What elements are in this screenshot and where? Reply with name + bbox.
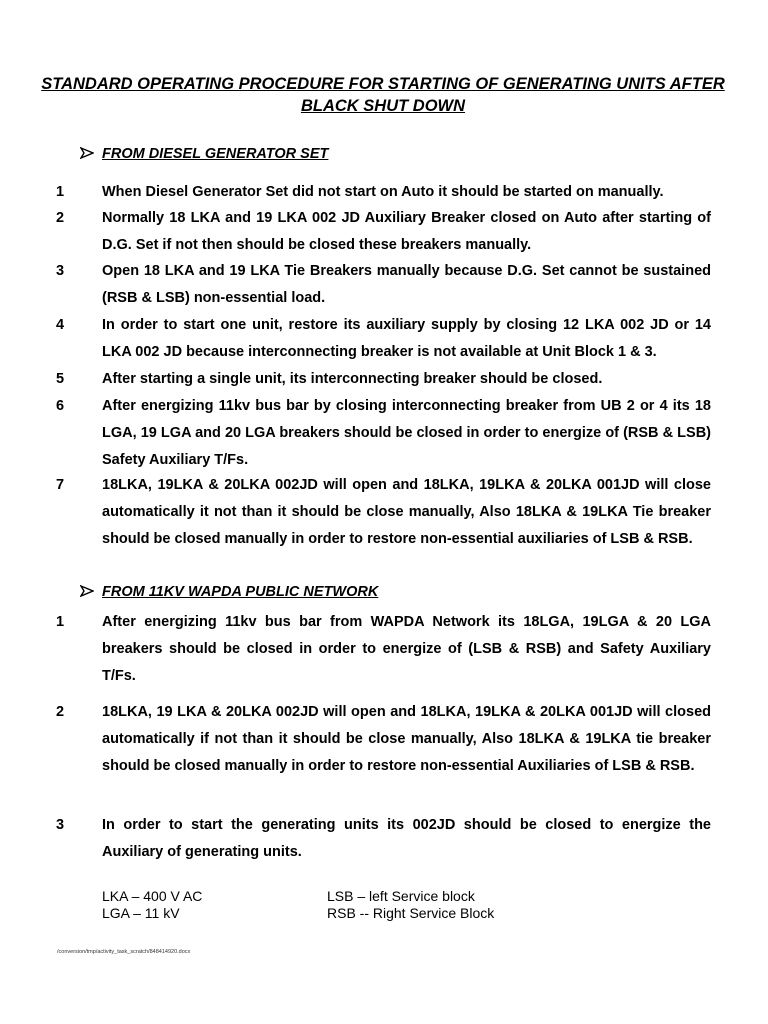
item-number: 7	[56, 477, 65, 493]
item-number: 3	[56, 263, 65, 279]
item-number: 2	[56, 210, 65, 226]
arrowhead-bullet-icon	[80, 146, 102, 162]
item-number: 2	[56, 704, 65, 720]
document-title: STANDARD OPERATING PROCEDURE FOR STARTING OF GENERATING UNITS AFTER BLACK SHUT DOWN	[41, 75, 725, 115]
item-text: 18LKA, 19LKA & 20LKA 002JD will open and 18LKA, 19LKA & 20LKA 001JD will close automatically it not than it should be close manually, Also 18LKA & 19LKA Tie breaker should be closed manually in order to restore non-essential auxiliaries of LSB & RSB.	[102, 477, 711, 547]
legend-abbreviations-right	[327, 888, 494, 922]
item-number: 3	[56, 817, 65, 833]
footer-file-path: /conversion/tmp/activity_task_scratch/848414920.docx	[57, 949, 191, 955]
legend-entry: LSB – left Service block	[327, 888, 475, 904]
item-text: Normally 18 LKA and 19 LKA 002 JD Auxiliary Breaker closed on Auto after starting of D.G. Set if not then should be closed these breakers manually.	[102, 210, 711, 253]
legend-entry: LKA – 400 V AC	[102, 888, 203, 904]
legend-entry: RSB -- Right Service Block	[327, 905, 495, 921]
item-number: 5	[56, 371, 65, 387]
item-text: In order to start one unit, restore its auxiliary supply by closing 12 LKA 002 JD or 14 LKA 002 JD because interconnecting breaker is not available at Unit Block 1 & 3.	[102, 317, 711, 360]
section-heading-label: FROM DIESEL GENERATOR SET	[102, 146, 329, 162]
item-number: 4	[56, 317, 65, 333]
item-text: When Diesel Generator Set did not start on Auto it should be started on manually.	[102, 184, 664, 200]
item-number: 6	[56, 398, 65, 414]
arrowhead-bullet-icon	[80, 584, 102, 600]
item-text: After energizing 11kv bus bar from WAPDA Network its 18LGA, 19LGA & 20 LGA breakers should be closed in order to energize of (LSB & RSB) and Safety Auxiliary T/Fs.	[102, 614, 711, 684]
item-text: Open 18 LKA and 19 LKA Tie Breakers manually because D.G. Set cannot be sustained (RSB & LSB) non-essential load.	[102, 263, 711, 306]
section-heading-label: FROM 11KV WAPDA PUBLIC NETWORK	[102, 584, 379, 600]
section-heading-wapda	[80, 584, 378, 600]
item-text: After energizing 11kv bus bar by closing interconnecting breaker from UB 2 or 4 its 18 LGA, 19 LGA and 20 LGA breakers should be closed in order to energize of (RSB & LSB) Safety Auxiliary T/Fs.	[102, 398, 711, 468]
item-text: 18LKA, 19 LKA & 20LKA 002JD will open and 18LKA, 19LKA & 20LKA 001JD will closed automatically if not than it should be close manually, Also 18LKA & 19LKA tie breaker should be closed manually in order to restore non-essential Auxiliaries of LSB & RSB.	[102, 704, 711, 774]
item-text: After starting a single unit, its interconnecting breaker should be closed.	[102, 371, 603, 387]
item-number: 1	[56, 184, 65, 200]
item-number: 1	[56, 614, 65, 630]
item-text: In order to start the generating units its 002JD should be closed to energize the Auxiliary of generating units.	[102, 817, 711, 860]
section-heading-diesel	[80, 146, 328, 162]
legend-abbreviations-left	[102, 888, 202, 922]
legend-entry: LGA – 11 kV	[102, 905, 180, 921]
